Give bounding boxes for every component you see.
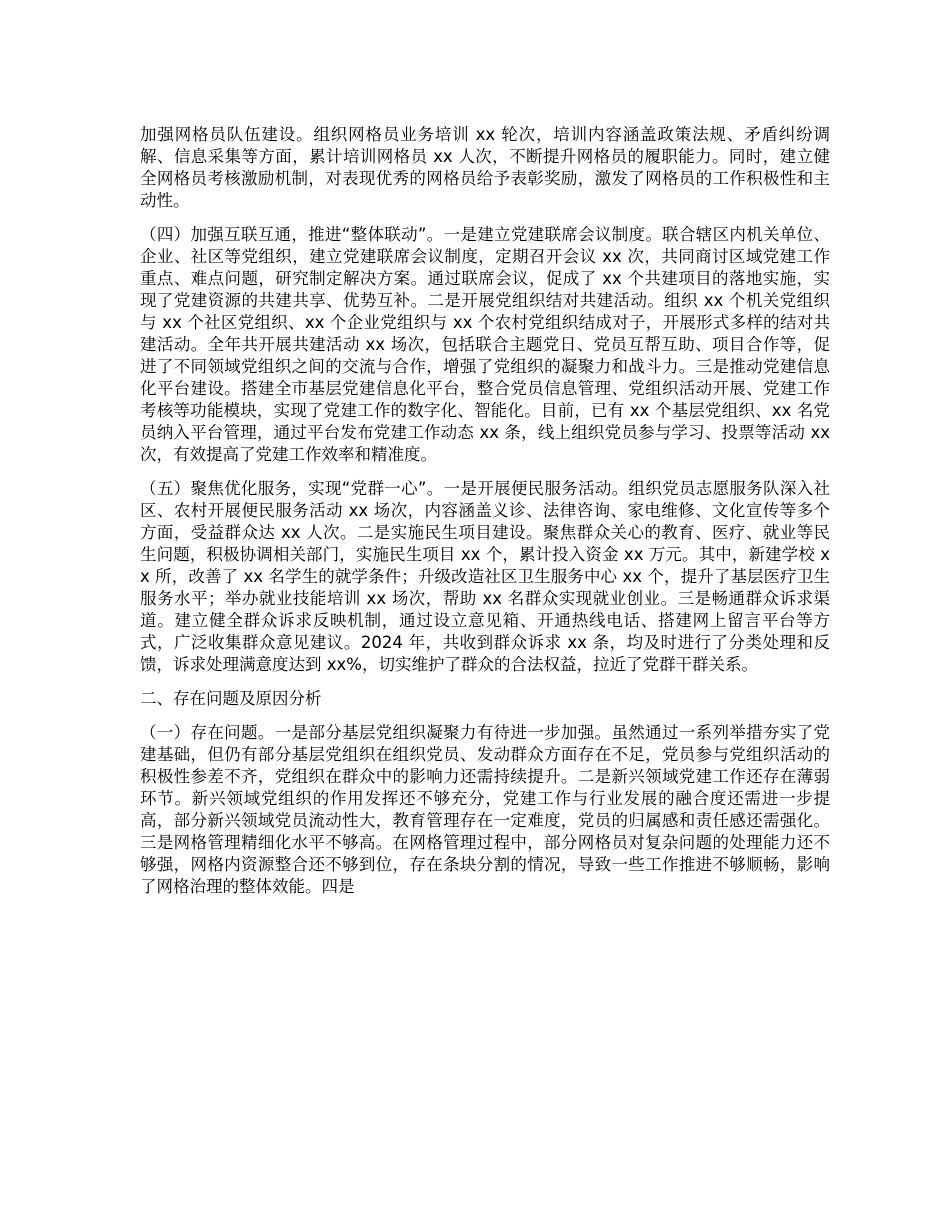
paragraph-grid-team: 加强网格员队伍建设。组织网格员业务培训 xx 轮次，培训内容涵盖政策法规、矛盾纠纷调解、信息采集等方面，累计培训网格员 xx 人次，不断提升网格员的履职能力。同时，建立健全网格员考核激励机制，对表现优秀的网格员给予表彰奖励，激发了网格员的工作积极性和主动性。 (140, 125, 830, 210)
paragraph-existing-problems: （一）存在问题。一是部分基层党组织凝聚力有待进一步加强。虽然通过一系列举措夯实了党建基础，但仍有部分基层党组织在组织党员、发动群众方面存在不足，党员参与党组织活动的积极性参差不齐，党组织在群众中的影响力还需持续提升。二是新兴领域党建工作还存在薄弱环节。新兴领域党组织的作用发挥还不够充分，党建工作与行业发展的融合度还需进一步提高，部分新兴领域党员流动性大，教育管理存在一定难度，党员的归属感和责任感还需强化。三是网格管理精细化水平不够高。在网格管理过程中，部分网格员对复杂问题的处理能力还不够强，网格内资源整合还不够到位，存在条块分割的情况，导致一些工作推进不够顺畅，影响了网格治理的整体效能。四是 (140, 723, 830, 896)
paragraph-interconnection: （四）加强互联互通，推进“整体联动”。一是建立党建联席会议制度。联合辖区内机关单位、企业、社区等党组织，建立党建联席会议制度，定期召开会议 xx 次，共同商讨区域党建工作重点、难点问题，研究制定解决方案。通过联席会议，促成了 xx 个共建项目的落地实施，实现了党建资源的共建共享、优势互补。二是开展党组织结对共建活动。组织 xx 个机关党组织与 xx 个社区党组织、xx 个企业党组织与 xx 个农村党组织结成对子，开展形式多样的结对共建活动。全年共开展共建活动 xx 场次，包括联合主题党日、党员互帮互助、项目合作等，促进了不同领域党组织之间的交流与合作，增强了党组织的凝聚力和战斗力。三是推动党建信息化平台建设。搭建全市基层党建信息化平台，整合党员信息管理、党组织活动开展、党建工作考核等功能模块，实现了党建工作的数字化、智能化。目前，已有 xx 个基层党组织、xx 名党员纳入平台管理，通过平台发布党建工作动态 xx 条，线上组织党员参与学习、投票等活动 xx 次，有效提高了党建工作效率和精准度。 (140, 225, 830, 464)
section-heading: 二、存在问题及原因分析 (140, 689, 322, 708)
document-body (140, 124, 830, 910)
paragraph-optimize-service: （五）聚焦优化服务，实现“党群一心”。一是开展便民服务活动。组织党员志愿服务队深入社区、农村开展便民服务活动 xx 场次，内容涵盖义诊、法律咨询、家电维修、文化宣传等多个方面，受益群众达 xx 人次。二是实施民生项目建设。聚焦群众关心的教育、医疗、就业等民生问题，积极协调相关部门，实施民生项目 xx 个，累计投入资金 xx 万元。其中，新建学校 xx 所，改善了 xx 名学生的就学条件；升级改造社区卫生服务中心 xx 个，提升了基层医疗卫生服务水平；举办就业技能培训 xx 场次，帮助 xx 名群众实现就业创业。三是畅通群众诉求渠道。建立健全群众诉求反映机制，通过设立意见箱、开通热线电话、搭建网上留言平台等方式，广泛收集群众意见建议。2024 年，共收到群众诉求 xx 条，均及时进行了分类处理和反馈，诉求处理满意度达到 xx%，切实维护了群众的合法权益，拉近了党群干群关系。 (140, 479, 830, 674)
